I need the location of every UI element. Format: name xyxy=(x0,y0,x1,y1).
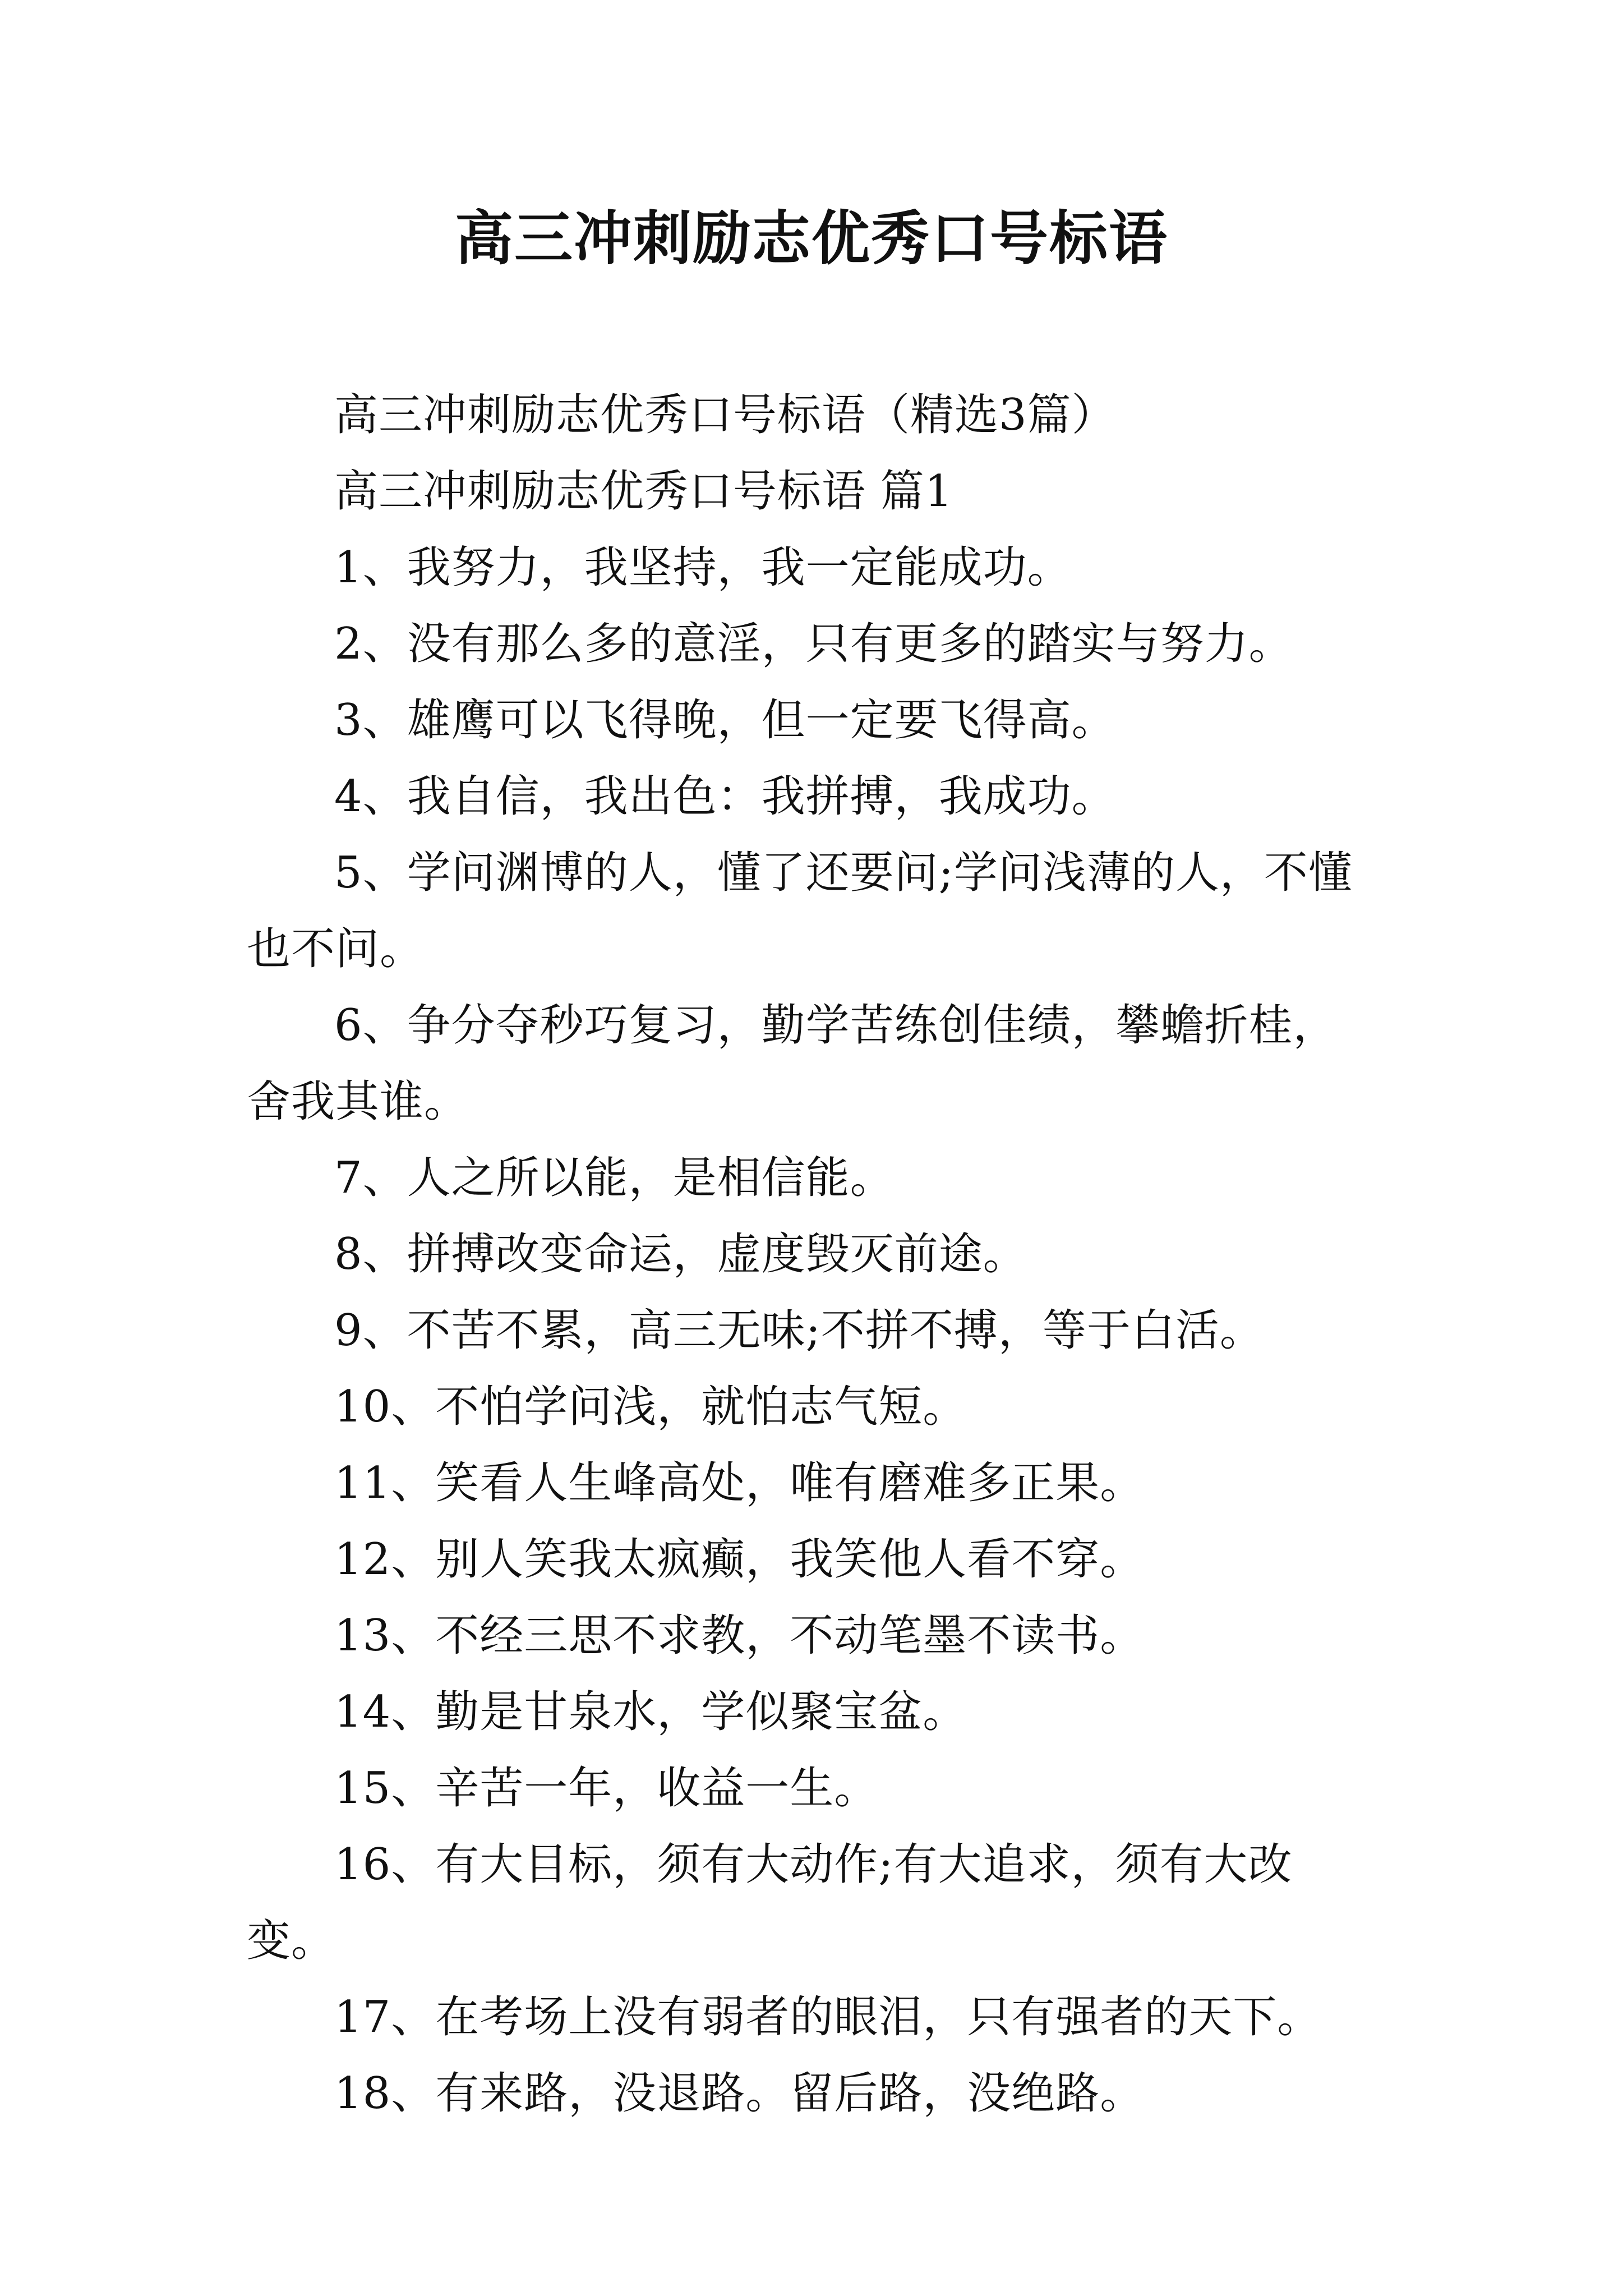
document-body xyxy=(247,377,1380,2132)
slogan-item: 7、人之所以能，是相信能。 xyxy=(334,1153,895,1203)
slogan-item: 15、辛苦一年，收益一生。 xyxy=(334,1763,879,1814)
slogan-item: 16、有大目标，须有大动作;有大追求，须有大改变。 xyxy=(247,1839,1293,1966)
slogan-item: 1、我努力，我坚持，我一定能成功。 xyxy=(334,542,1072,593)
slogan-item: 8、拼搏改变命运，虚度毁灭前途。 xyxy=(334,1229,1027,1280)
slogan-item: 18、有来路，没退路。留后路，没绝路。 xyxy=(334,2068,1145,2119)
slogan-item: 2、没有那么多的意淫，只有更多的踏实与努力。 xyxy=(334,619,1293,669)
document-title: 高三冲刺励志优秀口号标语 xyxy=(454,204,1168,273)
document-subtitle: 高三冲刺励志优秀口号标语（精选3篇） xyxy=(334,390,1116,440)
slogan-item: 14、勤是甘泉水，学似聚宝盆。 xyxy=(334,1687,967,1737)
slogan-item: 17、在考场上没有弱者的眼泪，只有强者的天下。 xyxy=(334,1992,1322,2042)
slogan-item: 12、别人笑我太疯癫，我笑他人看不穿。 xyxy=(334,1534,1145,1585)
slogan-item: 3、雄鹰可以飞得晚，但一定要飞得高。 xyxy=(334,695,1116,746)
slogan-item: 4、我自信，我出色：我拼搏，我成功。 xyxy=(334,771,1116,822)
slogan-item: 13、不经三思不求教，不动笔墨不读书。 xyxy=(334,1611,1145,1661)
slogan-item: 10、不怕学问浅，就怕志气短。 xyxy=(334,1382,967,1432)
section-heading: 高三冲刺励志优秀口号标语 篇1 xyxy=(334,466,953,517)
slogan-item: 11、笑看人生峰高处，唯有磨难多正果。 xyxy=(334,1458,1145,1508)
slogan-item: 6、争分夺秒巧复习，勤学苦练创佳绩，攀蟾折桂，舍我其谁。 xyxy=(247,1000,1338,1127)
slogan-item: 5、学问渊博的人，懂了还要问;学问浅薄的人，不懂也不问。 xyxy=(247,848,1353,974)
slogan-item: 9、不苦不累，高三无味;不拼不搏，等于白活。 xyxy=(334,1305,1264,1356)
